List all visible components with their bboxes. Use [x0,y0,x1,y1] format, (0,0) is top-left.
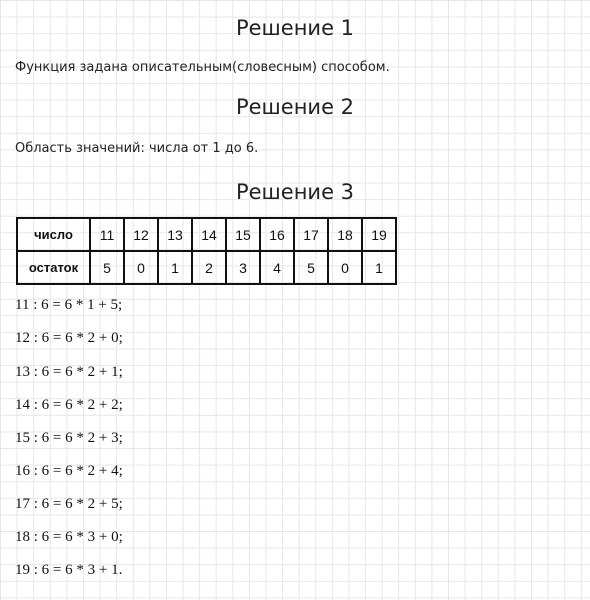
remainder-cell: 2 [192,251,226,284]
number-cell: 14 [192,218,226,251]
remainder-cell: 3 [226,251,260,284]
number-cell: 13 [158,218,192,251]
equation-line: 17 : 6 = 6 * 2 + 5; [15,496,123,512]
equation-line: 13 : 6 = 6 * 2 + 1; [15,364,123,380]
table-row [17,218,396,251]
remainder-cell: 0 [124,251,158,284]
remainder-cell: 4 [260,251,294,284]
remainder-cell: 5 [294,251,328,284]
equation-line: 14 : 6 = 6 * 2 + 2; [15,397,123,413]
row-label-remainder: остаток [17,251,90,284]
remainder-cell: 0 [328,251,362,284]
equation-line: 15 : 6 = 6 * 2 + 3; [15,430,123,446]
heading-solution-2: Решение 2 [235,95,355,119]
number-cell: 16 [260,218,294,251]
remainder-cell: 1 [158,251,192,284]
equation-line: 19 : 6 = 6 * 3 + 1. [15,562,123,578]
number-cell: 18 [328,218,362,251]
number-cell: 15 [226,218,260,251]
equation-line: 12 : 6 = 6 * 2 + 0; [15,330,123,346]
number-cell: 12 [124,218,158,251]
equation-line: 11 : 6 = 6 * 1 + 5; [15,297,123,313]
equation-line: 16 : 6 = 6 * 2 + 4; [15,463,123,479]
remainder-cell: 5 [90,251,124,284]
equation-line: 18 : 6 = 6 * 3 + 0; [15,529,123,545]
solution-1-text: Функция задана описательным(словесным) способом. [15,60,390,75]
remainder-cell: 1 [362,251,396,284]
remainder-table [16,217,397,285]
number-cell: 19 [362,218,396,251]
heading-solution-1: Решение 1 [235,16,355,40]
number-cell: 17 [294,218,328,251]
number-cell: 11 [90,218,124,251]
row-label-number: число [17,218,90,251]
solution-2-text: Область значений: числа от 1 до 6. [15,141,259,156]
table-row [17,251,396,284]
heading-solution-3: Решение 3 [235,180,355,204]
